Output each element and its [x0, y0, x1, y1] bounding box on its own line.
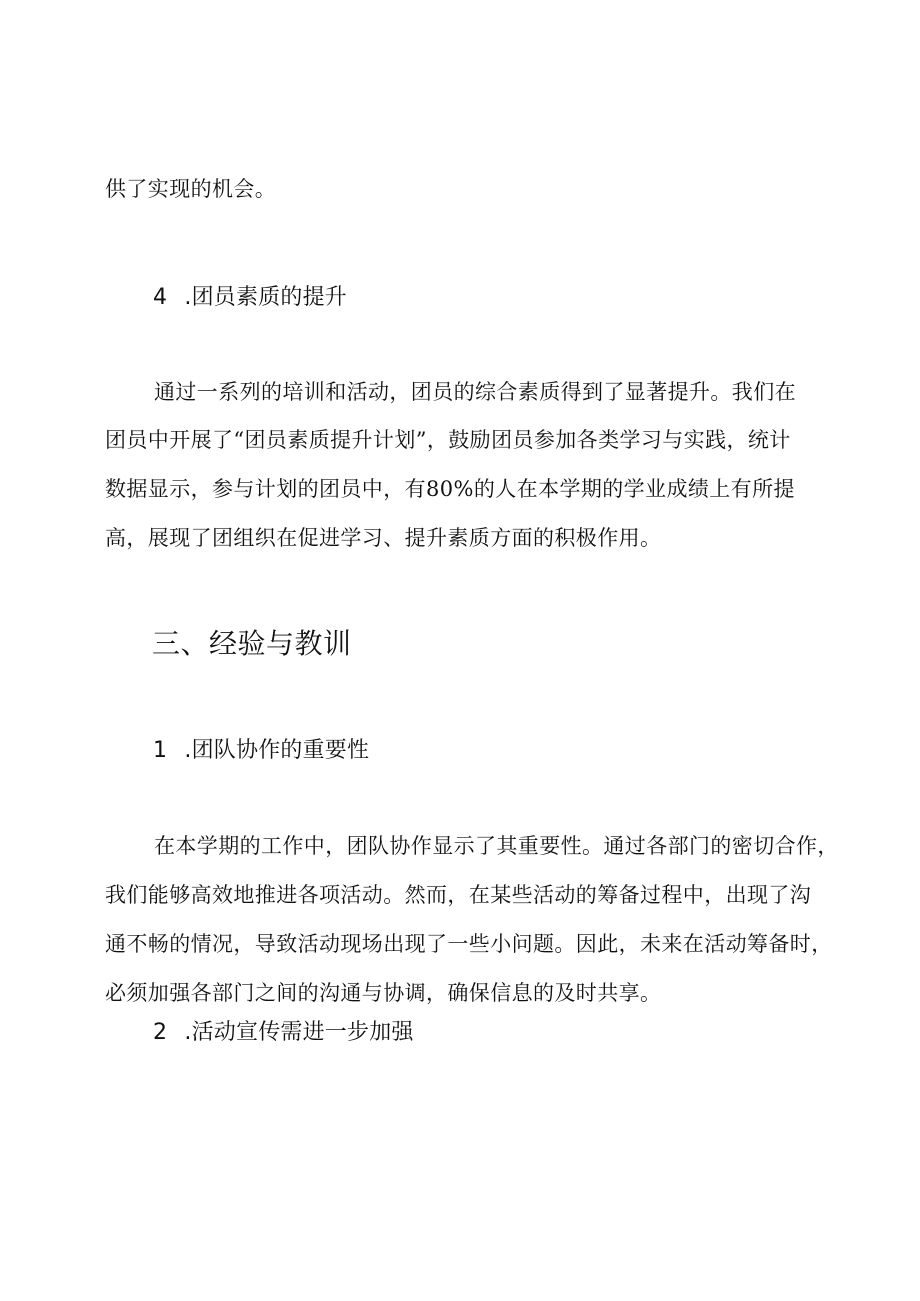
- item-4-heading: [153, 283, 347, 313]
- item-2-number: 2: [153, 1020, 168, 1045]
- item-2-title: .活动宣传需进一步加强: [184, 1020, 414, 1045]
- item-4-title: .团员素质的提升: [184, 285, 347, 310]
- item-4-number: 4: [153, 285, 168, 310]
- paragraph-item1-line-2: 我们能够高效地推进各项活动。然而，在某些活动的筹备过程中，出现了沟: [105, 883, 812, 907]
- item-1-number: 1: [153, 738, 168, 763]
- item-1-heading: [153, 736, 369, 766]
- item-1-title: .团队协作的重要性: [184, 738, 370, 763]
- section-3-title: 三、经验与教训: [152, 627, 352, 660]
- paragraph-item1-line-3: 通不畅的情况，导致活动现场出现了一些小问题。因此，未来在活动筹备时，: [105, 932, 833, 956]
- paragraph-tail-line: 供了实现的机会。: [105, 177, 277, 201]
- item-2-heading: [153, 1018, 414, 1048]
- paragraph-item1-line-1: 在本学期的工作中，团队协作显示了其重要性。通过各部门的密切合作，: [154, 834, 839, 858]
- paragraph-item4-line-3: 数据显示，参与计划的团员中，有80%的人在本学期的学业成绩上有所提: [105, 477, 795, 501]
- paragraph-item4-line-4: 高，展现了团组织在促进学习、提升素质方面的积极作用。: [105, 526, 662, 550]
- paragraph-item1-line-4: 必须加强各部门之间的沟通与协调，确保信息的及时共享。: [105, 981, 662, 1005]
- paragraph-item4-line-2: 团员中开展了“团员素质提升计划”，鼓励团员参加各类学习与实践，统计: [105, 428, 791, 452]
- paragraph-item4-line-1: 通过一系列的培训和活动，团员的综合素质得到了显著提升。我们在: [154, 380, 796, 404]
